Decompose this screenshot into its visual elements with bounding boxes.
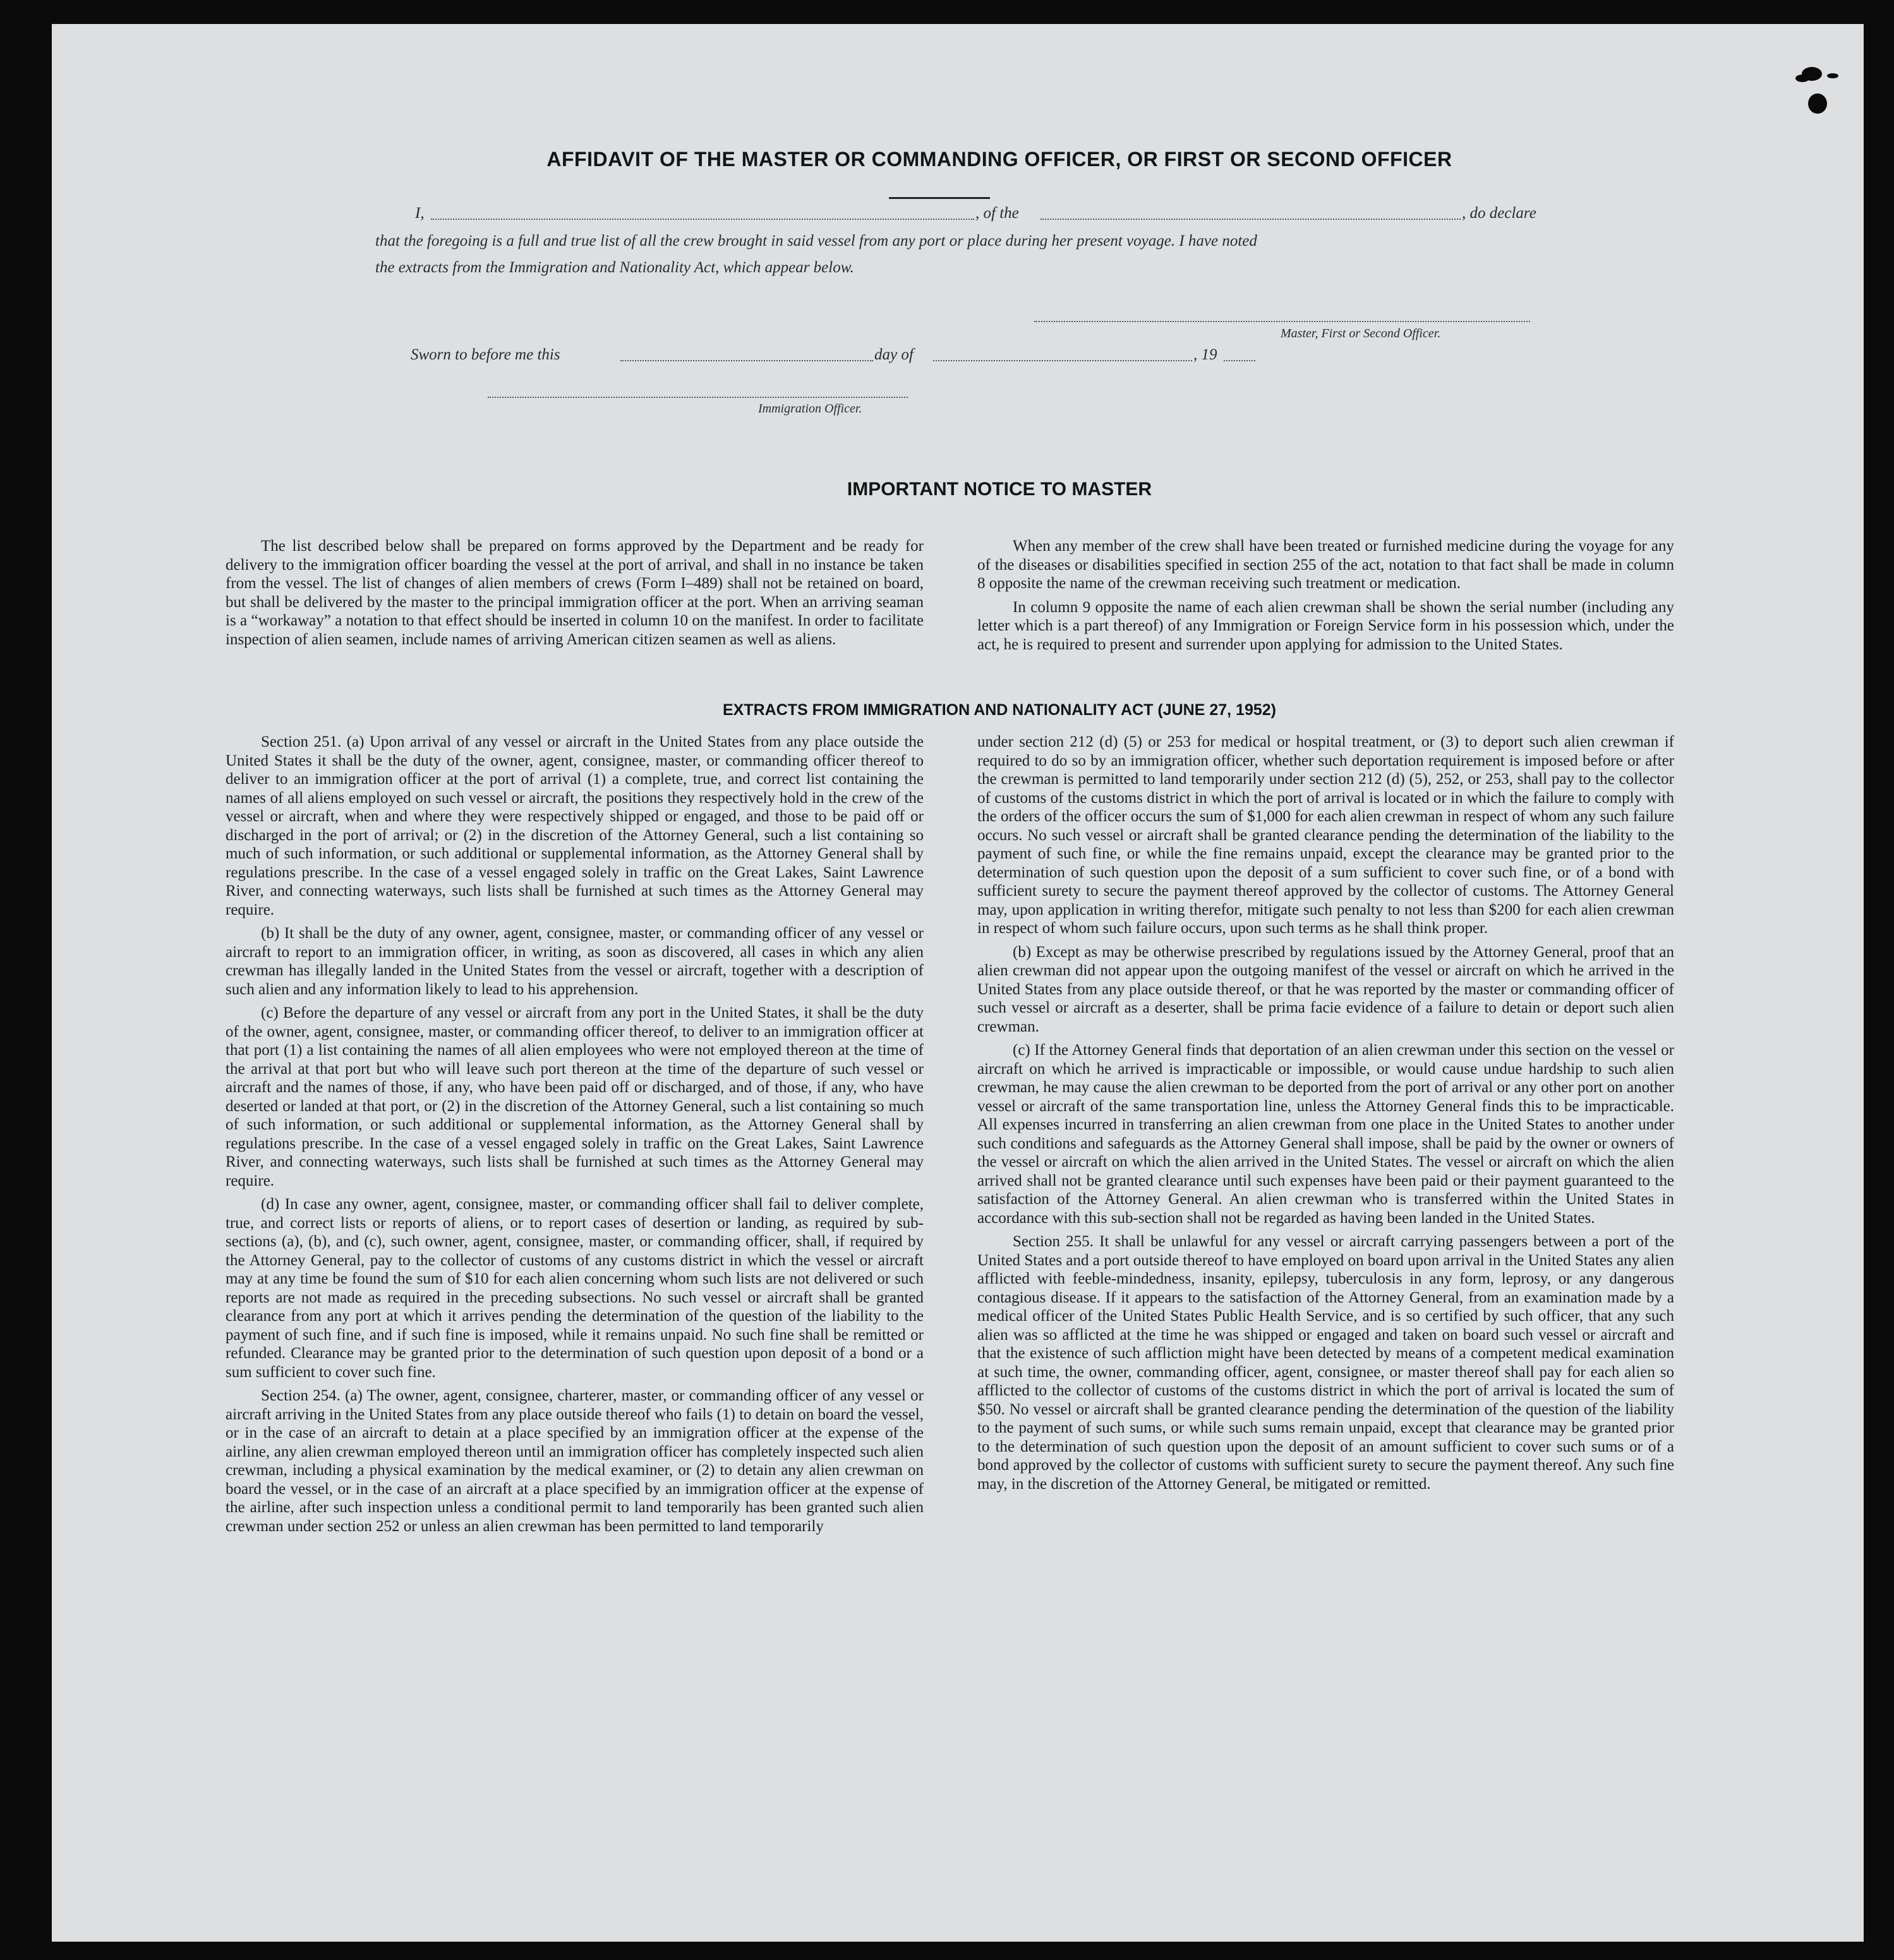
notice-left-paragraph: The list described below shall be prepared on forms approved by the Department and be ready for delivery to the immigration officer boarding the vessel at the port of arrival, and shall in no instance be taken from the vessel. The list of changes of alien members of crews (Form I–489) shall not be retained on board, but shall be delivered by the master to the principal immigration officer at the port. When an arriving seaman is a “workaway” a notation to that effect should be inserted in column 10 on the manifest. In order to facilitate inspection of alien seamen, include names of arriving American citizen seamen as well as aliens. [226,538,924,648]
section-254-a: Section 254. (a) The owner, agent, consignee, charterer, master, or commanding officer of any vessel or aircraft arriving in the United States from any place outside thereof who fails (1) to detain on board the vessel, or in the case of an aircraft to detain at a place specified by an immigration officer at the expense of the airline, any alien crewman employed thereon until an immigration officer has completely inspected such alien crewman, including a physical examination by the medical examiner, or (2) to detain any alien crewman on board the vessel, or in the case of an aircraft at a place specified by an immigration officer at the expense of the airline, after such inspection unless a conditional permit to land temporarily has been granted such alien crewman under section 252 or unless an alien crewman has been permitted to land temporarily [226,1387,924,1535]
affidavit-title: AFFIDAVIT OF THE MASTER OR COMMANDING OFFICER, OR FIRST OR SECOND OFFICER [546,148,1452,171]
of-the-label: , of the [975,205,1019,222]
immigration-officer-signature-field[interactable] [488,397,908,398]
notice-right-column [977,537,1674,659]
scan-blot-mark [1795,75,1809,82]
sworn-month-field[interactable] [933,360,1192,361]
notice-heading: IMPORTANT NOTICE TO MASTER [847,479,1152,500]
affidavit-declaration-line: that the foregoing is a full and true list of all the crew brought in said vessel from any port or place during her present voyage. I have noted [375,232,1257,250]
year-label: , 19 [1193,346,1217,363]
immigration-officer-caption: Immigration Officer. [758,402,862,416]
sworn-label: Sworn to before me this [411,346,560,363]
extracts-heading: EXTRACTS FROM IMMIGRATION AND NATIONALITY ACT (JUNE 27, 1952) [723,701,1276,719]
section-251-b: (b) It shall be the duty of any owner, agent, consignee, master, or commanding officer of any vessel or aircraft to report to an immigration officer, in writing, as soon as discovered, all cases in which any alien crewman has illegally landed in the United States from the vessel or aircraft, together with a description of such alien and any information likely to lead to his apprehension. [226,925,924,998]
section-254-c: (c) If the Attorney General finds that deportation of an alien crewman under this section on the vessel or aircraft on which he arrived is impracticable or impossible, or would cause undue hardship to such alien crewman, he may cause the alien crewman to be deported from the port of arrival or any other port on another vessel or aircraft of the same transportation line, unless the Attorney General finds this to be impracticable. All expenses incurred in transferring an alien crewman from one place in the United States to another under such conditions and safeguards as the Attorney General shall impose, shall be paid by the owner or owners of the vessel or aircraft on which the alien arrived in the United States. The vessel or aircraft on which the alien arrived shall not be granted clearance until such expenses have been paid or their payment guaranteed to the satisfaction of the Attorney General. An alien crewman who is transferred within the United States in accordance with this sub-section shall not be regarded as having been landed in the United States. [977,1042,1674,1227]
do-declare-label: , do declare [1462,205,1536,222]
master-signature-caption: Master, First or Second Officer. [1281,327,1441,340]
sworn-day-field[interactable] [620,360,873,361]
extracts-right-column [977,733,1674,1498]
affidavit-extracts-line: the extracts from the Immigration and Nationality Act, which appear below. [375,259,854,276]
scan-blot-mark [1827,73,1838,78]
section-251-a: Section 251. (a) Upon arrival of any vessel or aircraft in the United States from any place outside the United States it shall be the duty of the owner, agent, consignee, master, or commanding officer thereof to deliver to an immigration officer at the port of arrival (1) a complete, true, and correct list containing the names of all aliens employed on such vessel or aircraft, the positions they respectively hold in the crew of the vessel or aircraft, when and where they were respectively shipped or engaged, and those to be paid off or discharged in the port of arrival; or (2) in the discretion of the Attorney General, such a list containing so much of such information, or such additional or supplemental information, as the Attorney General shall by regulations prescribe. In the case of a vessel engaged solely in traffic on the Great Lakes, Saint Lawrence River, and connecting waterways, such lists shall be furnished at such times as the Attorney General may require. [226,733,924,918]
extracts-left-column [226,733,924,1541]
notice-right-paragraph-2: In column 9 opposite the name of each alien crewman shall be shown the serial number (including any letter which is a part thereof) of any Immigration or Foreign Service form in his possession which, under the act, he is required to present and surrender upon applying for admission to the United States. [977,598,1674,653]
title-rule [889,197,990,199]
punch-hole-mark [1808,93,1827,114]
vessel-name-field[interactable] [1040,219,1461,220]
section-254-b: (b) Except as may be otherwise prescribed by regulations issued by the Attorney General, proof that an alien crewman did not appear upon the outgoing manifest of the vessel or aircraft on which he arrived in the United States from any place outside thereof, or that he was reported by the master or commanding officer of such vessel or aircraft as a deserter, shall be prima facie evidence of a failure to detain or deport such alien crewman. [977,943,1674,1035]
affidavit-i-label: I, [415,205,425,222]
notice-left-column [226,537,924,654]
document-page [52,24,1864,1942]
sworn-year-field[interactable] [1224,360,1255,361]
section-254-a-continued: under section 212 (d) (5) or 253 for medical or hospital treatment, or (3) to deport such alien crewman if required to do so by an immigration officer, whether such deportation requirement is imposed before or after the crewman is permitted to land temporarily under section 212 (d) (5), 252, or 253, shall pay to the collector of customs of the customs district in which the port of arrival is located or in which the failure to comply with the orders of the officer occurs the sum of $1,000 for each alien crewman in respect of whom any such failure occurs. No such vessel or aircraft shall be granted clearance pending the determination of the liability to the payment of such fine, or while the fine remains unpaid, except the clearance may be granted prior to the determination of such question upon the deposit of a sum sufficient to cover such fine, or of a bond with sufficient surety to secure the payment thereof approved by the collector of customs. The Attorney General may, upon application in writing therefor, mitigate such penalty to not less than $200 for each alien crewman in respect of whom such failure occurs, upon such terms as he shall think proper. [977,733,1674,937]
section-251-c: (c) Before the departure of any vessel or aircraft from any port in the United States, it shall be the duty of the owner, agent, consignee, master, or commanding officer thereof, to deliver to an immigration officer at that port (1) a list containing the names of all alien employees who were not employed thereon at the time of the arrival at that port but who will leave such port thereon at the time of the departure of such vessel or aircraft and the names of those, if any, who have been paid off or discharged, and of those, if any, who have deserted or landed at that port, or (2) in the discretion of the Attorney General, such a list containing so much of such information, or such additional or supplemental information, as the Attorney General shall by regulations prescribe. In the case of a vessel engaged solely in traffic on the Great Lakes, Saint Lawrence River, and connecting waterways, such lists shall be furnished at such times as the Attorney General may require. [226,1004,924,1189]
declarant-name-field[interactable] [431,219,974,220]
day-of-label: day of [874,346,914,363]
section-255: Section 255. It shall be unlawful for any vessel or aircraft carrying passengers between a port of the United States and a port outside thereof to have employed on board upon arrival in the United States any alien afflicted with feeble-mindedness, insanity, epilepsy, tuberculosis in any form, leprosy, or any dangerous contagious disease. If it appears to the satisfaction of the Attorney General, from an examination made by a medical officer of the United States Public Health Service, and is so certified by such officer, that any such alien was so afflicted at the time he was shipped or engaged and taken on board such vessel or aircraft and that the existence of such affliction might have been detected by means of a competent medical examination at such time, the owner, commanding officer, agent, consignee, or master thereof shall pay for each alien so afflicted to the collector of customs of the customs district in which the port of arrival is located the sum of $50. No vessel or aircraft shall be granted clearance pending the determination of the question of the liability to the payment of such sums, or while such sums remain unpaid, except that clearance may be granted prior to the determination of such question upon the deposit of an amount sufficient to cover such sums or of a bond approved by the collector of customs with sufficient surety to secure the payment thereof. Any such fine may, in the discretion of the Attorney General, be mitigated or remitted. [977,1233,1674,1493]
notice-right-paragraph-1: When any member of the crew shall have been treated or furnished medicine during the voyage for any of the diseases or disabilities specified in section 255 of the act, notation to that fact shall be made in column 8 opposite the name of the crewman receiving such treatment or medication. [977,538,1674,592]
master-signature-field[interactable] [1034,321,1530,322]
section-251-d: (d) In case any owner, agent, consignee, master, or commanding officer shall fail to deliver complete, true, and correct lists or reports of aliens, or to report cases of desertion or landing, as required by sub-sections (a), (b), and (c), such owner, agent, consignee, master, or commanding officer, shall, if required by the Attorney General, pay to the collector of customs of any customs district in which the vessel or aircraft may at any time be found the sum of $10 for each alien concerning whom such lists are not delivered or such reports are not made as required in the preceding subsections. No such vessel or aircraft shall be granted clearance from any port at which it arrives pending the determination of the question of the liability to the payment of such fine, and if such fine is imposed, while it remains unpaid. No such fine shall be remitted or refunded. Clearance may be granted prior to the determination of such question upon deposit of a bond or a sum sufficient to cover such fine. [226,1196,924,1381]
